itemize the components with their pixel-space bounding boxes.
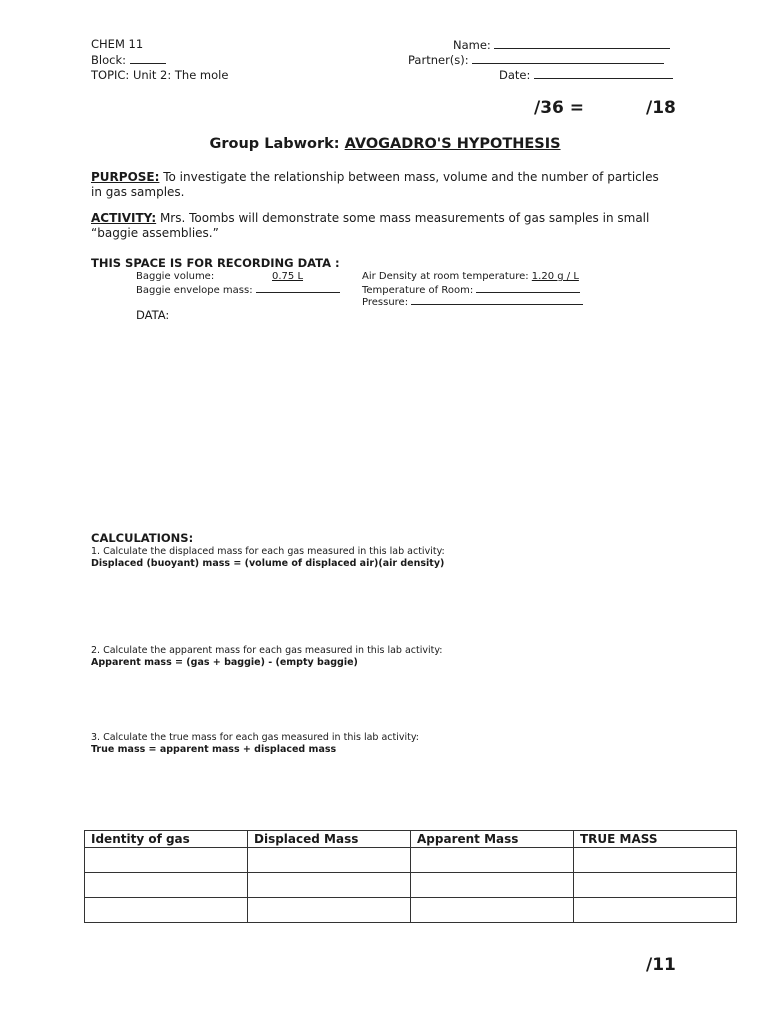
partners-field (408, 52, 664, 68)
baggie-volume-label: Baggie volume: (136, 271, 215, 282)
table-cell[interactable] (85, 848, 248, 873)
table-cell[interactable] (574, 848, 737, 873)
name-blank (494, 37, 670, 49)
partners-blank (472, 52, 664, 64)
calc-formula-1: Displaced (buoyant) mass = (volume of displaced air)(air density) (91, 558, 445, 569)
air-density-row (362, 271, 579, 284)
block-label: Block: (91, 53, 126, 67)
calc-formula-2: Apparent mass = (gas + baggie) - (empty baggie) (91, 657, 358, 668)
name-field (453, 37, 670, 53)
temperature-blank (476, 283, 580, 293)
table-row (85, 873, 737, 898)
envelope-mass-blank (256, 283, 340, 293)
topic: TOPIC: Unit 2: The mole (91, 68, 229, 82)
scaled-score: /18 (646, 98, 676, 118)
calc-formula-3: True mass = apparent mass + displaced mass (91, 744, 337, 755)
title-prefix: Group Labwork: (209, 136, 340, 152)
header-apparent-mass: Apparent Mass (411, 831, 574, 848)
total-score: /36 = (534, 98, 585, 118)
table-cell[interactable] (411, 898, 574, 923)
date-field (499, 67, 673, 83)
header-true-mass: TRUE MASS (574, 831, 737, 848)
table-row (85, 898, 737, 923)
purpose-paragraph (91, 170, 661, 200)
activity-paragraph (91, 211, 661, 241)
envelope-mass-label: Baggie envelope mass: (136, 285, 253, 296)
title-main: AVOGADRO'S HYPOTHESIS (344, 136, 561, 152)
table-score: /11 (646, 955, 676, 975)
purpose-label: PURPOSE: (91, 170, 160, 184)
baggie-volume-value-wrap (272, 271, 303, 284)
air-density-value: 1.20 g / L (531, 271, 579, 282)
activity-text: Mrs. Toombs will demonstrate some mass measurements of gas samples in small “baggie assemblies.” (91, 211, 650, 240)
temperature-label: Temperature of Room: (362, 285, 474, 296)
activity-label: ACTIVITY: (91, 211, 157, 225)
baggie-volume-value: 0.75 L (272, 271, 304, 282)
table-header-row (85, 831, 737, 848)
page-title (0, 136, 770, 152)
results-table (84, 830, 737, 923)
date-label: Date: (499, 68, 531, 82)
table-cell[interactable] (411, 873, 574, 898)
envelope-mass-row (136, 283, 340, 298)
air-density-label: Air Density at room temperature: (362, 271, 529, 282)
pressure-blank (411, 295, 583, 305)
table-cell[interactable] (85, 898, 248, 923)
partners-label: Partner(s): (408, 53, 469, 67)
table-cell[interactable] (574, 898, 737, 923)
pressure-row (362, 295, 583, 310)
calc-question-2: 2. Calculate the apparent mass for each gas measured in this lab activity: (91, 645, 443, 656)
purpose-text: To investigate the relationship between mass, volume and the number of particles in gas samples. (91, 170, 659, 199)
course-name: CHEM 11 (91, 37, 144, 51)
table-cell[interactable] (248, 898, 411, 923)
recording-heading: THIS SPACE IS FOR RECORDING DATA : (91, 256, 340, 270)
table-cell[interactable] (574, 873, 737, 898)
table-cell[interactable] (411, 848, 574, 873)
table-cell[interactable] (248, 848, 411, 873)
calc-question-3: 3. Calculate the true mass for each gas measured in this lab activity: (91, 732, 419, 743)
pressure-label: Pressure: (362, 297, 409, 308)
calculations-heading: CALCULATIONS: (91, 531, 194, 545)
table-row (85, 848, 737, 873)
header-identity: Identity of gas (85, 831, 248, 848)
name-label: Name: (453, 38, 491, 52)
date-blank (534, 67, 673, 79)
calc-question-1: 1. Calculate the displaced mass for each gas measured in this lab activity: (91, 546, 445, 557)
course-header (91, 37, 228, 83)
table-cell[interactable] (85, 873, 248, 898)
block-field (91, 52, 228, 68)
baggie-volume-row (136, 271, 214, 284)
header-displaced-mass: Displaced Mass (248, 831, 411, 848)
data-label: DATA: (136, 308, 170, 322)
table-cell[interactable] (248, 873, 411, 898)
block-blank (130, 52, 166, 64)
